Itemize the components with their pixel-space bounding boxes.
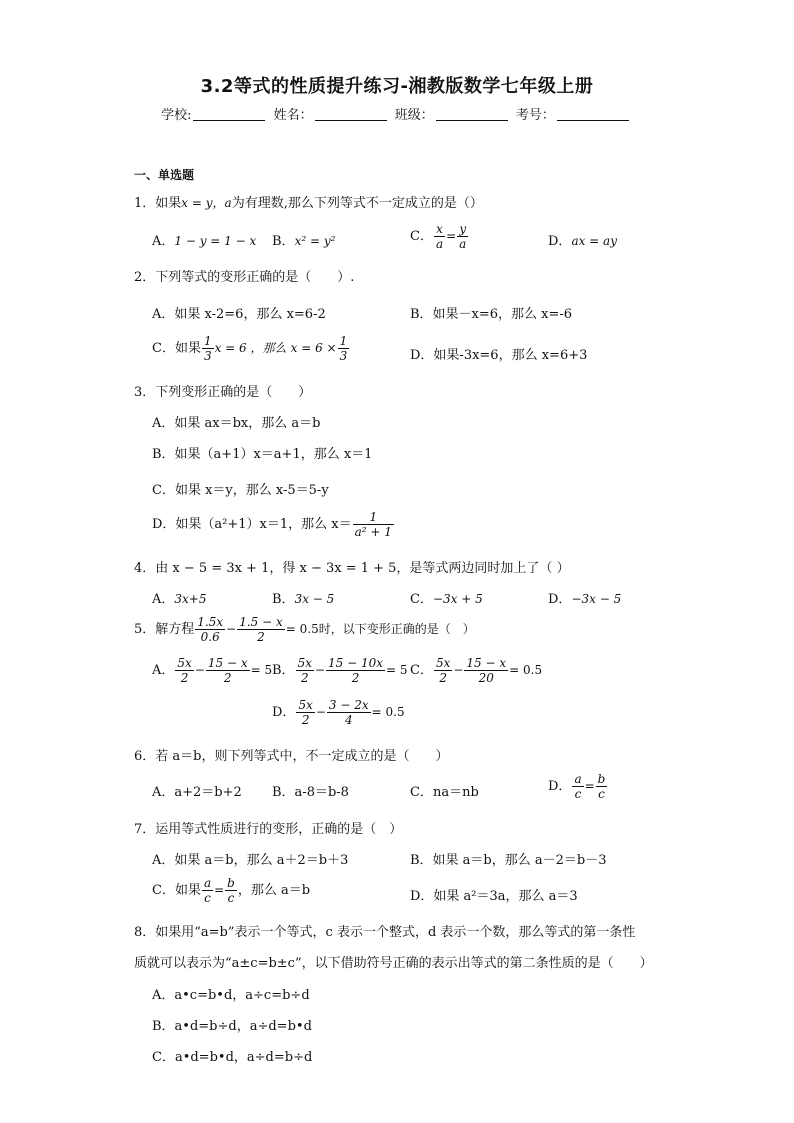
q1-option-d[interactable]: D．ax = ay xyxy=(548,234,617,249)
question-5-stem: 5．解方程 $\frac{1.5x}{0.6}$ − $\frac{1.5 - x}{2}$ = 0.5时，以下变形正确的是（ ） xyxy=(134,615,475,644)
question-1-stem: 1．如果x = y，a为有理数,那么下列等式不一定成立的是（） xyxy=(134,196,483,211)
q5-option-d[interactable]: D． $\frac{5x}{2}$ − $\frac{3 - 2x}{4}$ = 0.5 xyxy=(272,698,405,727)
q8-option-b[interactable]: B．a•d=b÷d，a÷d=b•d xyxy=(152,1019,312,1034)
school-label: 学校: xyxy=(161,108,192,123)
q3-option-a[interactable]: A．如果 ax＝bx，那么 a＝b xyxy=(152,416,321,431)
name-label: 姓名： xyxy=(273,108,313,123)
q4-option-d[interactable]: D．−3x − 5 xyxy=(548,592,622,607)
q7-option-c[interactable]: C．如果 $\frac{a}{c}$ = $\frac{b}{c}$ ，那么 a＝b xyxy=(152,876,311,905)
q4-option-b[interactable]: B．3x − 5 xyxy=(272,592,335,607)
q4-option-c[interactable]: C．−3x + 5 xyxy=(410,592,483,607)
q6-option-c[interactable]: C．na＝nb xyxy=(410,785,479,800)
q5-option-c[interactable]: C． $\frac{5x}{2}$ − $\frac{15 - x}{20}$ = 0.5 xyxy=(410,656,543,685)
q3-option-d[interactable]: D．如果（a²+1）x＝1，那么 x＝ $\frac{1}{\text{a² + 1}}$ xyxy=(152,510,392,539)
q7-option-a[interactable]: A．如果 a＝b，那么 a＋2＝b＋3 xyxy=(152,853,349,868)
question-8-stem-line-2: 质就可以表示为“a±c=b±c”，以下借助符号正确的表示出等式的第二条性质的是（ ） xyxy=(134,956,653,971)
q8-option-a[interactable]: A．a•c=b•d，a÷c=b÷d xyxy=(152,988,310,1003)
question-3-stem: 3．下列变形正确的是（ ） xyxy=(134,385,312,400)
q7-option-b[interactable]: B．如果 a＝b，那么 a－2＝b－3 xyxy=(410,853,607,868)
question-8-stem-line-1: 8．如果用“a=b”表示一个等式，c 表示一个整式，d 表示一个数，那么等式的第一条性 xyxy=(134,925,636,940)
exam-no-label: 考号： xyxy=(515,108,555,123)
q7-option-d[interactable]: D．如果 a²＝3a，那么 a＝3 xyxy=(410,889,578,904)
section-heading: 一、单选题 xyxy=(134,168,195,182)
q3-option-b[interactable]: B．如果（a+1）x＝a+1，那么 x＝1 xyxy=(152,447,373,462)
q1-option-c[interactable]: C． $\frac{x}{a}$ = $\frac{y}{a}$ xyxy=(410,222,467,251)
question-4-stem: 4．由 x − 5 = 3x + 1，得 x − 3x = 1 + 5，是等式两边同时加上了（ ） xyxy=(134,561,570,576)
q2-option-b[interactable]: B．如果－x=6，那么 x=-6 xyxy=(410,307,573,322)
q2-option-c[interactable]: C．如果 $\frac{1}{3}$ x = 6 ，那么 x = 6 × $\frac{1}{3}$ xyxy=(152,334,348,363)
q5-option-a[interactable]: A． $\frac{5x}{2}$ − $\frac{15 - x}{2}$ = 5 xyxy=(152,656,273,685)
q6-option-d[interactable]: D． $\frac{a}{c}$ = $\frac{b}{c}$ xyxy=(548,772,606,801)
name-blank[interactable] xyxy=(315,108,387,121)
q2-option-d[interactable]: D．如果-3x=6，那么 x=6+3 xyxy=(410,348,588,363)
page-title: 3.2等式的性质提升练习-湘教版数学七年级上册 xyxy=(200,76,594,97)
class-label: 班级： xyxy=(394,108,434,123)
student-info-line xyxy=(0,104,794,123)
school-blank[interactable] xyxy=(193,108,265,121)
q1-option-b[interactable]: B．x² = y² xyxy=(272,234,336,249)
q5-option-b[interactable]: B． $\frac{5x}{2}$ − $\frac{15 - 10x}{2}$ = 5 xyxy=(272,656,408,685)
q6-option-a[interactable]: A．a+2＝b+2 xyxy=(152,785,242,800)
question-6-stem: 6．若 a＝b，则下列等式中，不一定成立的是（ ） xyxy=(134,749,449,764)
q6-option-b[interactable]: B．a-8＝b-8 xyxy=(272,785,349,800)
question-7-stem: 7．运用等式性质进行的变形，正确的是（ ） xyxy=(134,822,403,837)
q4-option-a[interactable]: A．3x+5 xyxy=(152,592,207,607)
q1-option-a[interactable]: A．1 − y = 1 − x xyxy=(152,234,257,249)
q8-option-c[interactable]: C．a•d=b•d，a÷d=b÷d xyxy=(152,1050,313,1065)
q3-option-c[interactable]: C．如果 x＝y，那么 x-5＝5-y xyxy=(152,483,329,498)
class-blank[interactable] xyxy=(436,108,508,121)
q2-option-a[interactable]: A．如果 x-2=6，那么 x=6-2 xyxy=(152,307,326,322)
question-2-stem: 2．下列等式的变形正确的是（ ）. xyxy=(134,270,355,285)
exam-no-blank[interactable] xyxy=(557,108,629,121)
